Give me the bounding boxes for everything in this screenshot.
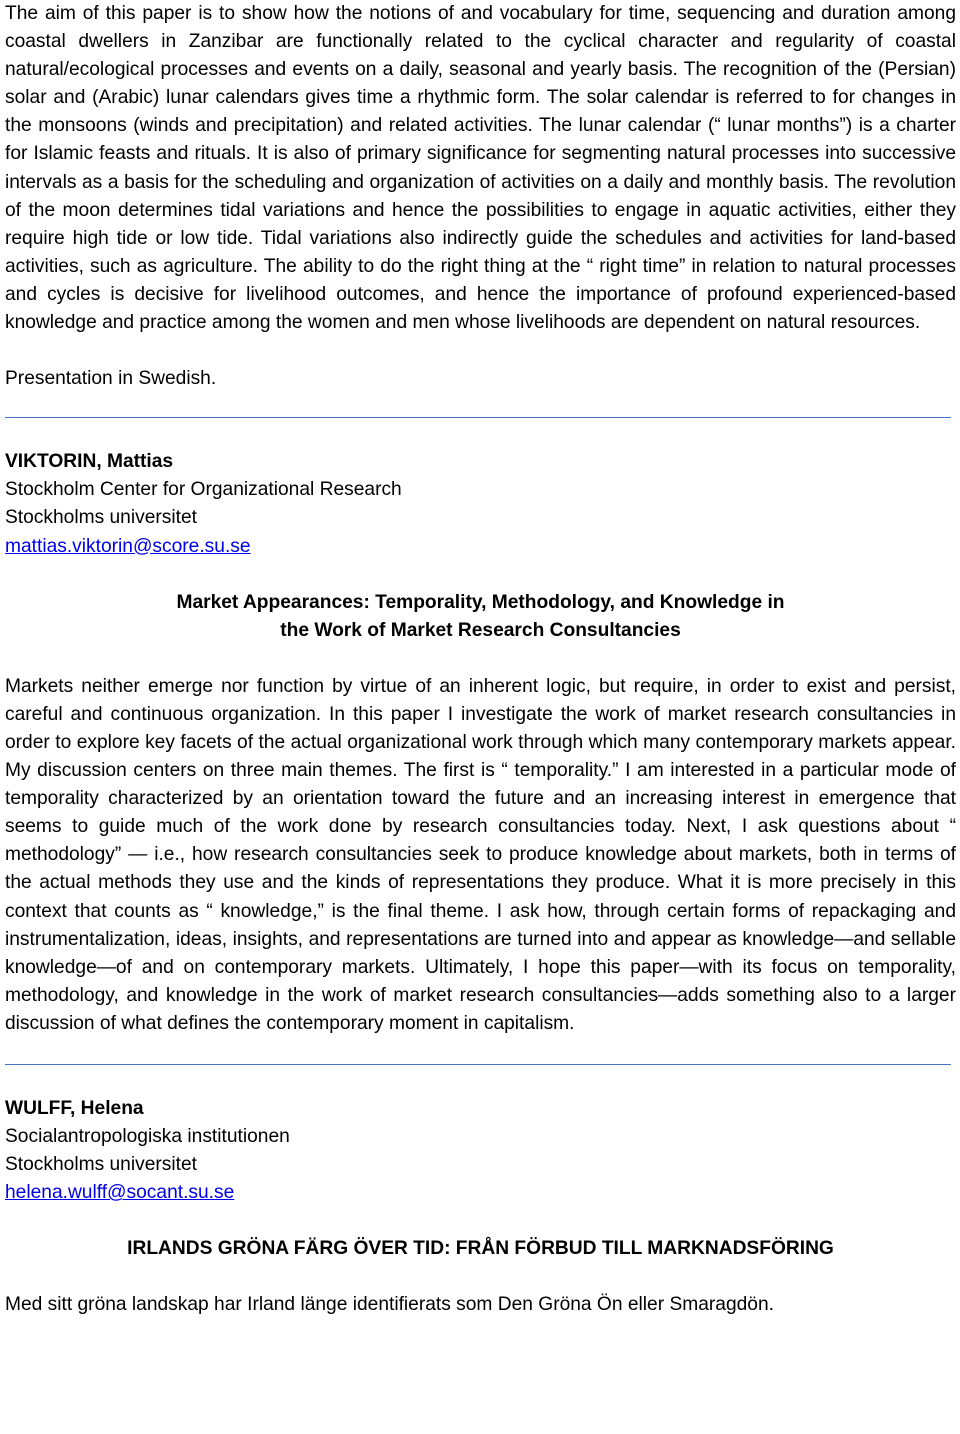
author-block-wulff xyxy=(5,1095,956,1207)
author-email-link[interactable]: mattias.viktorin@score.su.se xyxy=(5,535,251,557)
presentation-note: Presentation in Swedish. xyxy=(5,368,217,390)
paper-title: Market Appearances: Temporality, Methodology, and Knowledge in xyxy=(176,591,785,613)
paper-abstract: Med sitt gröna landskap har Irland länge identifierats som Den Gröna Ön eller Smaragdön. xyxy=(5,1294,774,1316)
author-block-viktorin xyxy=(5,448,956,560)
author-university: Stockholms universitet xyxy=(5,507,197,529)
paper-title-line-2: the Work of Market Research Consultancies xyxy=(280,619,681,641)
author-name: VIKTORIN, Mattias xyxy=(5,451,174,473)
author-email-link[interactable]: helena.wulff@socant.su.se xyxy=(5,1182,235,1204)
document-page xyxy=(5,0,956,1320)
author-affiliation: Stockholm Center for Organizational Research xyxy=(5,479,402,501)
paper-title: IRLANDS GRÖNA FÄRG ÖVER TID: FRÅN FÖRBUD TILL MARKNADSFÖRING xyxy=(127,1238,834,1260)
paper-abstract: Markets neither emerge nor function by virtue of an inherent logic, but require, in order to exist and persist, careful and continuous organization. In this paper I investigate the work of market research consultancies in order to explore key facets of the actual organizational work through which many contemporary markets appear. My discussion centers on three main themes. The first is “ temporality.” I am interested in a particular mode of temporality characterized by an orientation toward the future and an increasing interest in emergence that seems to guide much of the work done by research consultancies today. Next, I ask questions about “ methodology” — i.e., how research consultancies seek to produce knowledge about markets, both in terms of the actual methods they use and the kinds of representations they produce. What it is more precisely in this context that counts as “ knowledge,” is the final theme. I ask how, through certain forms of repackaging and instrumentalization, ideas, insights, and representations are turned into and appear as knowledge—and sellable knowledge—of and on contemporary markets. Ultimately, I hope this paper—with its focus on temporality, methodology, and knowledge in the work of market research consultancies—adds something also to a larger discussion of what defines the contemporary moment in capitalism. xyxy=(5,675,956,1034)
author-affiliation: Socialantropologiska institutionen xyxy=(5,1126,290,1148)
author-name: WULFF, Helena xyxy=(5,1098,144,1119)
author-university: Stockholms universitet xyxy=(5,1154,197,1176)
intro-abstract: The aim of this paper is to show how the notions of and vocabulary for time, sequencing and duration among coastal dwellers in Zanzibar are functionally related to the cyclical character and regularity of coastal natural/ecological processes and events on a daily, seasonal and yearly basis. The recognition of the (Persian) solar and (Arabic) lunar calendars gives time a rhythmic form. The solar calendar is referred to for changes in the monsoons (winds and precipitation) and related activities. The lunar calendar (“ lunar months”) is a charter for Islamic feasts and rituals. It is also of primary significance for segmenting natural processes into successive intervals as a basis for the scheduling and organization of activities on a daily and monthly basis. The revolution of the moon determines tidal variations and hence the possibilities to engage in aquatic activities, either they require high tide or low tide. Tidal variations also indirectly guide the schedules and activities for land-based activities, such as agriculture. The ability to do the right thing at the “ right time” in relation to natural processes and cycles is decisive for livelihood outcomes, and hence the importance of profound experienced-based knowledge and practice among the women and men whose livelihoods are dependent on natural resources. xyxy=(5,3,956,334)
